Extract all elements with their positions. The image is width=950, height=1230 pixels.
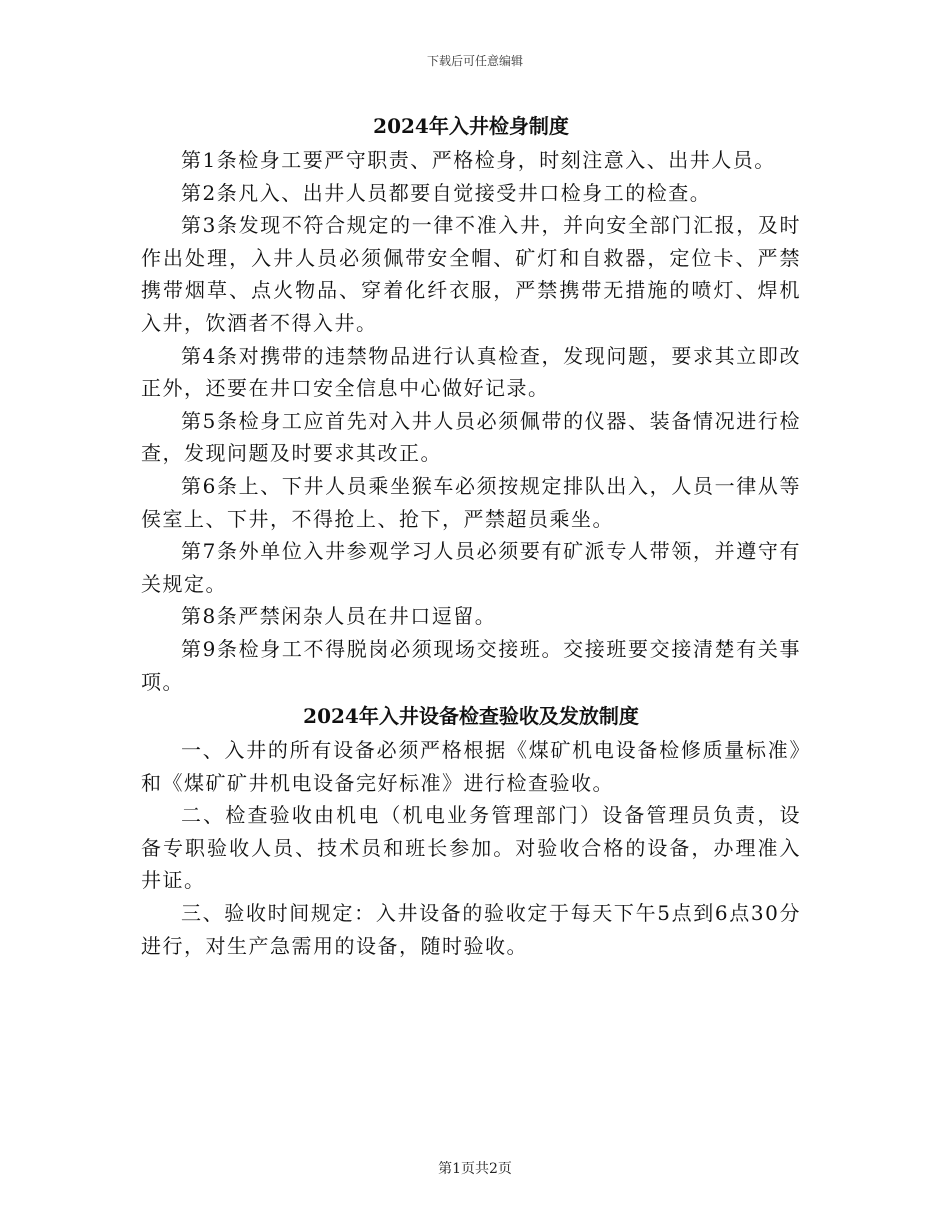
article-3: 第3条发现不符合规定的一律不准入井，并向安全部门汇报，及时作出处理，入井人员必须佩带安全帽、矿灯和自救器，定位卡、严禁携带烟草、点火物品、穿着化纤衣服，严禁携带无措施的喷灯、焊机入井，饮酒者不得入井。 bbox=[141, 213, 801, 335]
article-8: 第8条严禁闲杂人员在井口逗留。 bbox=[181, 604, 497, 629]
section1-title: 2024年入井检身制度 bbox=[373, 114, 569, 138]
clause-1: 一、入井的所有设备必须严格根据《煤矿机电设备检修质量标准》和《煤矿矿井机电设备完好标准》进行检查验收。 bbox=[141, 738, 801, 795]
article-9: 第9条检身工不得脱岗必须现场交接班。交接班要交接清楚有关事项。 bbox=[141, 636, 801, 694]
page-header-note: 下载后可任意编辑 bbox=[426, 54, 523, 68]
article-1: 第1条检身工要严守职责、严格检身，时刻注意入、出井人员。 bbox=[181, 148, 776, 172]
document-body bbox=[141, 108, 801, 962]
section1-paragraphs bbox=[141, 144, 801, 698]
page-footer-number: 第1页共2页 bbox=[438, 1161, 512, 1177]
article-6: 第6条上、下井人员乘坐猴车必须按规定排队出入，人员一律从等侯室上、下井，不得抢上、抢下，严禁超员乘坐。 bbox=[141, 473, 801, 531]
article-7: 第7条外单位入井参观学习人员必须要有矿派专人带领，并遵守有关规定。 bbox=[141, 539, 801, 596]
article-5: 第5条检身工应首先对入井人员必须佩带的仪器、装备情况进行检查，发现问题及时要求其改正。 bbox=[141, 408, 801, 466]
section2-title: 2024年入井设备检查验收及发放制度 bbox=[303, 704, 639, 729]
article-2: 第2条凡入、出井人员都要自觉接受井口检身工的检查。 bbox=[181, 180, 712, 205]
clause-2: 二、检查验收由机电（机电业务管理部门）设备管理员负责，设备专职验收人员、技术员和班长参加。对验收合格的设备，办理准入井证。 bbox=[141, 803, 801, 893]
section2-paragraphs bbox=[141, 734, 801, 962]
clause-3: 三、验收时间规定：入井设备的验收定于每天下午5点到6点30分进行，对生产急需用的设备，随时验收。 bbox=[141, 901, 801, 958]
article-4: 第4条对携带的违禁物品进行认真检查，发现问题，要求其立即改正外，还要在井口安全信息中心做好记录。 bbox=[141, 343, 801, 401]
